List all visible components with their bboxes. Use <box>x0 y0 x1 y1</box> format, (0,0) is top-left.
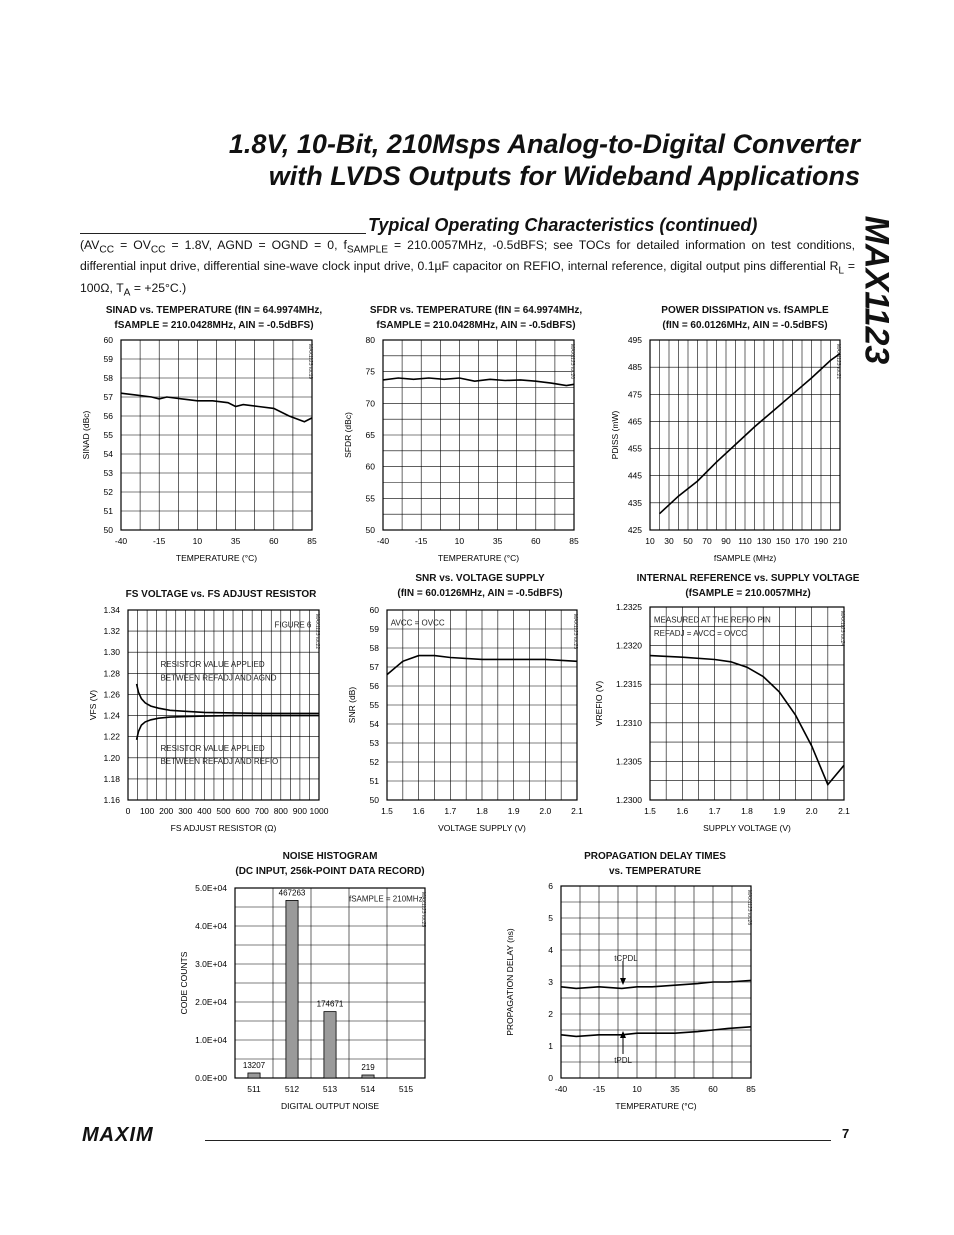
y-axis-label: VREFIO (V) <box>594 680 604 727</box>
x-tick-label: 1.8 <box>741 806 753 816</box>
y-tick-label: 0.0E+00 <box>195 1073 227 1083</box>
y-tick-label: 52 <box>103 487 113 497</box>
chart-title <box>330 571 630 601</box>
annotation-label: tCPDL <box>614 954 638 964</box>
bar-value-label: 13207 <box>242 1060 266 1070</box>
part-number-side-label: MAX1123 <box>857 215 896 365</box>
chart-title-line-1: POWER DISSIPATION vs. fSAMPLE <box>661 305 829 316</box>
x-tick-label: 10 <box>454 536 465 546</box>
y-tick-label: 5.0E+04 <box>195 883 227 893</box>
annotation-label: RESISTOR VALUE APPLIED <box>160 660 265 670</box>
x-axis-label: DIGITAL OUTPUT NOISE <box>280 1101 380 1111</box>
x-axis-label: FS ADJUST RESISTOR (Ω) <box>170 823 277 833</box>
y-axis-label: PDISS (mW) <box>610 410 620 460</box>
chart-svg <box>505 881 791 1138</box>
toc-code-label: MAX1123 toc19 <box>307 344 313 380</box>
y-tick-label: 50 <box>369 795 379 805</box>
y-tick-label: 4.0E+04 <box>195 921 227 931</box>
y-tick-label: 1.22 <box>103 731 120 742</box>
chart-title-line-1: FS VOLTAGE vs. FS ADJUST RESISTOR <box>125 589 317 600</box>
chart-title <box>595 303 895 333</box>
plot-group <box>610 335 847 563</box>
y-tick-label: 1.20 <box>103 752 120 763</box>
y-tick-label: 465 <box>627 416 642 427</box>
chart-title <box>598 571 898 601</box>
x-tick-label: 1.7 <box>708 806 721 816</box>
y-tick-label: 50 <box>103 525 113 535</box>
y-tick-label: 54 <box>103 449 113 459</box>
x-tick-label: 300 <box>178 806 193 816</box>
y-tick-label: 80 <box>365 335 375 345</box>
chart-title-line-1: SFDR vs. TEMPERATURE (fIN = 64.9974MHz, <box>369 305 583 316</box>
x-tick-label: 514 <box>360 1084 376 1094</box>
plot-group <box>343 335 579 563</box>
x-tick-label: -40 <box>554 1084 568 1094</box>
y-tick-label: 4 <box>548 945 553 955</box>
x-tick-label: 1.5 <box>381 806 393 816</box>
chart-title <box>505 849 805 879</box>
chart-svg <box>179 883 465 1138</box>
y-tick-label: 56 <box>369 681 379 691</box>
x-tick-label: 511 <box>247 1084 261 1094</box>
y-tick-label: 1.32 <box>103 626 120 637</box>
x-tick-label: 900 <box>292 806 307 816</box>
x-tick-label: 1.5 <box>644 806 656 816</box>
x-axis-label: fSAMPLE (MHz) <box>713 553 777 563</box>
x-tick-label: 2.1 <box>571 806 583 816</box>
x-tick-label: 10 <box>632 1084 642 1094</box>
x-tick-label: 1000 <box>309 806 329 816</box>
chart-title-line-1: NOISE HISTOGRAM <box>282 851 378 862</box>
y-tick-label: 1.16 <box>103 795 120 805</box>
toc-code-label: MAX1123 toc22 <box>314 614 320 650</box>
chart-title-line-1: SNR vs. VOLTAGE SUPPLY <box>415 573 545 584</box>
toc-code-label: MAX1123 toc26 <box>746 890 752 926</box>
y-tick-label: 60 <box>103 335 113 345</box>
tcpdl-arrowhead <box>620 978 626 985</box>
x-tick-label: 190 <box>813 536 829 546</box>
chart-svg <box>78 605 359 860</box>
y-tick-label: 1 <box>548 1041 553 1051</box>
y-axis-label: CODE COUNTS <box>179 951 189 1015</box>
bar-value-label: 174671 <box>316 999 344 1009</box>
histogram-bar <box>362 1075 374 1078</box>
x-tick-label: 50 <box>683 536 693 546</box>
x-tick-label: 10 <box>192 536 203 546</box>
y-tick-label: 1.2325 <box>616 602 642 612</box>
x-tick-label: -15 <box>592 1084 606 1094</box>
y-axis-label: SFDR (dBc) <box>343 412 353 458</box>
chart-svg <box>337 605 617 860</box>
chart-title-line-1: PROPAGATION DELAY TIMES <box>584 851 726 862</box>
x-tick-label: -15 <box>415 536 428 546</box>
y-tick-label: 60 <box>369 605 379 615</box>
x-tick-label: 60 <box>269 536 279 546</box>
chart-svg <box>71 335 352 590</box>
y-tick-label: 1.18 <box>103 773 120 784</box>
histogram-bar <box>324 1012 336 1078</box>
y-tick-label: 55 <box>103 430 113 440</box>
y-tick-label: 495 <box>627 335 642 345</box>
x-tick-label: 1.9 <box>773 806 786 816</box>
y-tick-label: 2 <box>548 1009 553 1019</box>
x-tick-label: 85 <box>569 536 579 546</box>
x-tick-label: -40 <box>376 536 390 546</box>
annotation-label: fSAMPLE = 210MHz <box>349 894 423 904</box>
title-line-1: 1.8V, 10-Bit, 210Msps Analog-to-Digital Converter <box>228 129 860 159</box>
chart-svg <box>333 335 614 590</box>
y-tick-label: 1.2315 <box>616 679 642 690</box>
y-tick-label: 3 <box>548 977 553 987</box>
plot-group <box>179 883 426 1111</box>
chart-svg <box>594 602 884 860</box>
y-tick-label: 53 <box>103 468 113 478</box>
footer-rule <box>205 1140 831 1141</box>
y-tick-label: 1.2300 <box>616 795 642 805</box>
section-rule <box>80 233 366 234</box>
y-tick-label: 455 <box>627 443 642 454</box>
y-tick-label: 1.2305 <box>616 756 642 767</box>
x-tick-label: -40 <box>114 536 128 546</box>
toc-code-label: MAX1123 toc25 <box>420 892 426 928</box>
x-axis-label: TEMPERATURE (°C) <box>175 553 258 563</box>
x-tick-label: 85 <box>746 1084 756 1094</box>
x-tick-label: 1.9 <box>507 806 520 816</box>
chart-title-line-2: fSAMPLE = 210.0428MHz, AIN = -0.5dBFS) <box>376 320 576 331</box>
y-tick-label: 59 <box>369 624 379 634</box>
x-tick-label: 60 <box>531 536 541 546</box>
y-tick-label: 57 <box>369 662 379 672</box>
y-tick-label: 53 <box>369 738 379 748</box>
x-axis-label: SUPPLY VOLTAGE (V) <box>703 823 791 833</box>
x-tick-label: 60 <box>708 1084 718 1094</box>
y-tick-label: 1.30 <box>103 647 120 658</box>
annotation-label: tPDL <box>614 1055 632 1065</box>
x-tick-label: -15 <box>153 536 166 546</box>
y-tick-label: 70 <box>365 398 375 409</box>
x-tick-label: 200 <box>159 806 174 816</box>
x-tick-label: 150 <box>775 536 791 546</box>
chart-title-line-2: (fIN = 60.0126MHz, AIN = -0.5dBFS) <box>662 320 828 331</box>
toc-code-label: MAX1123 toc20 <box>569 344 575 380</box>
x-tick-label: 2.0 <box>539 806 552 816</box>
y-tick-label: 1.2320 <box>616 640 642 651</box>
y-tick-label: 475 <box>627 389 642 400</box>
annotation-label: BETWEEN REFADJ AND REFIO <box>160 757 279 767</box>
x-tick-label: 10 <box>645 536 655 546</box>
y-tick-label: 1.2310 <box>616 717 642 728</box>
y-tick-label: 56 <box>103 411 113 421</box>
y-tick-label: 435 <box>627 497 642 508</box>
x-tick-label: 1.6 <box>412 806 425 816</box>
x-tick-label: 513 <box>322 1084 338 1094</box>
y-tick-label: 51 <box>103 506 113 516</box>
y-tick-label: 60 <box>365 461 375 472</box>
x-tick-label: 210 <box>832 536 848 546</box>
y-tick-label: 51 <box>369 776 379 786</box>
y-tick-label: 50 <box>365 525 375 535</box>
chart-title-line-2: vs. TEMPERATURE <box>608 866 702 877</box>
chart-title-line-1: SINAD vs. TEMPERATURE (fIN = 64.9974MHz, <box>105 305 323 316</box>
bar-value-label: 467263 <box>278 888 306 898</box>
annotation-label: AVCC = OVCC <box>390 618 445 628</box>
y-axis-label: SINAD (dBc) <box>81 410 91 460</box>
chart-title-line-1: INTERNAL REFERENCE vs. SUPPLY VOLTAGE <box>636 573 860 584</box>
x-axis-label: TEMPERATURE (°C) <box>615 1101 697 1111</box>
x-tick-label: 0 <box>125 806 131 816</box>
chart-title <box>180 849 480 879</box>
chart-title <box>326 303 626 333</box>
x-tick-label: 1.6 <box>676 806 689 816</box>
y-tick-label: 59 <box>103 354 113 364</box>
y-tick-label: 3.0E+04 <box>195 959 227 969</box>
y-tick-label: 1.26 <box>103 689 120 700</box>
y-tick-label: 54 <box>369 719 379 729</box>
x-tick-label: 512 <box>284 1084 300 1094</box>
chart-title <box>71 587 371 602</box>
x-tick-label: 600 <box>235 806 250 816</box>
x-tick-label: 400 <box>197 806 212 816</box>
plot-group <box>505 881 756 1111</box>
chart-svg <box>600 335 880 590</box>
x-tick-label: 100 <box>140 806 155 816</box>
plot-group <box>347 605 583 833</box>
y-tick-label: 1.0E+04 <box>195 1035 227 1045</box>
x-tick-label: 2.1 <box>838 806 850 816</box>
y-axis-label: SNR (dB) <box>347 686 357 724</box>
y-tick-label: 485 <box>627 362 642 373</box>
y-tick-label: 58 <box>369 643 379 653</box>
histogram-bar <box>248 1073 260 1078</box>
y-tick-label: 1.34 <box>103 605 120 615</box>
x-tick-label: 130 <box>756 536 772 546</box>
y-tick-label: 6 <box>548 881 553 891</box>
x-tick-label: 30 <box>664 536 674 546</box>
chart-title-line-2: fSAMPLE = 210.0428MHz, AIN = -0.5dBFS) <box>114 320 314 331</box>
x-axis-label: VOLTAGE SUPPLY (V) <box>438 823 526 833</box>
y-axis-label: PROPAGATION DELAY (ns) <box>505 928 515 1036</box>
x-tick-label: 500 <box>216 806 231 816</box>
toc-code-label: MAX1123 toc23 <box>572 614 578 650</box>
y-tick-label: 1.24 <box>103 710 120 721</box>
plot-group <box>88 605 329 833</box>
chart-title-line-2: (fIN = 60.0126MHz, AIN = -0.5dBFS) <box>397 588 563 599</box>
x-tick-label: 170 <box>794 536 810 546</box>
y-tick-label: 425 <box>627 525 642 535</box>
x-tick-label: 90 <box>721 536 731 546</box>
y-tick-label: 75 <box>365 366 375 377</box>
y-tick-label: 445 <box>627 470 642 481</box>
test-conditions: ($AV_{CC} = OV_{CC} = 1.8V$, AGND = OGND = 0, $f_{SAMPLE} = 210.0057MHz$, -0.5dBFS; see TOCs for detailed information on test conditions, differential input drive, differential sine-wave clock input drive, 0.1µF capacitor on REFIO, internal reference, digital output pins differential $R_L = 100\Omega$, $T_A = +25^\circ C$.) <box>80 238 856 299</box>
toc-code-label: MAX1123 toc24 <box>839 611 845 647</box>
x-tick-label: 700 <box>254 806 269 816</box>
chart-title <box>64 303 364 333</box>
annotation-label: BETWEEN REFADJ AND AGND <box>160 673 277 683</box>
y-tick-label: 0 <box>548 1073 553 1083</box>
annotation-label: FIGURE 6 <box>274 620 312 630</box>
x-tick-label: 35 <box>670 1084 680 1094</box>
x-tick-label: 1.8 <box>476 806 488 816</box>
y-tick-label: 57 <box>103 392 113 402</box>
plot-group <box>594 602 850 833</box>
title-line-2: with LVDS Outputs for Wideband Applications <box>268 161 860 191</box>
plot-group <box>81 335 317 563</box>
x-axis-label: TEMPERATURE (°C) <box>437 553 520 563</box>
y-tick-label: 52 <box>369 757 379 767</box>
y-tick-label: 5 <box>548 913 553 923</box>
page-number: 7 <box>842 1126 850 1141</box>
x-tick-label: 70 <box>702 536 712 546</box>
x-tick-label: 35 <box>230 536 241 546</box>
bar-value-label: 219 <box>361 1063 375 1072</box>
chart-title-line-2: (fSAMPLE = 210.0057MHz) <box>685 588 811 599</box>
x-tick-label: 85 <box>307 536 317 546</box>
toc-code-label: MAX1123 toc21 <box>835 344 841 380</box>
document-title <box>80 128 860 192</box>
annotation-label: MEASURED AT THE REFIO PIN <box>653 615 771 625</box>
y-axis-label: VFS (V) <box>88 689 98 721</box>
x-tick-label: 800 <box>273 806 288 816</box>
series-line-0 <box>660 354 841 514</box>
x-tick-label: 515 <box>398 1084 414 1094</box>
maxim-logo: MAXIM <box>82 1124 154 1146</box>
annotation-label: RESISTOR VALUE APPLIED <box>160 743 265 753</box>
histogram-bar <box>286 900 298 1078</box>
section-heading: Typical Operating Characteristics (continued) <box>368 215 758 235</box>
chart-title-line-2: (DC INPUT, 256k-POINT DATA RECORD) <box>235 866 425 877</box>
y-tick-label: 55 <box>365 493 375 504</box>
y-tick-label: 65 <box>365 430 375 440</box>
y-tick-label: 1.28 <box>103 668 120 679</box>
x-tick-label: 1.7 <box>444 806 457 816</box>
series-line-0 <box>137 684 319 714</box>
series-line-1 <box>137 716 319 740</box>
x-tick-label: 35 <box>492 536 503 546</box>
x-tick-label: 2.0 <box>805 806 818 816</box>
y-tick-label: 55 <box>369 700 379 710</box>
y-tick-label: 58 <box>103 373 113 383</box>
annotation-label: REFADJ = AVCC = OVCC <box>653 629 748 639</box>
y-tick-label: 2.0E+04 <box>195 997 227 1007</box>
x-tick-label: 110 <box>738 536 752 546</box>
